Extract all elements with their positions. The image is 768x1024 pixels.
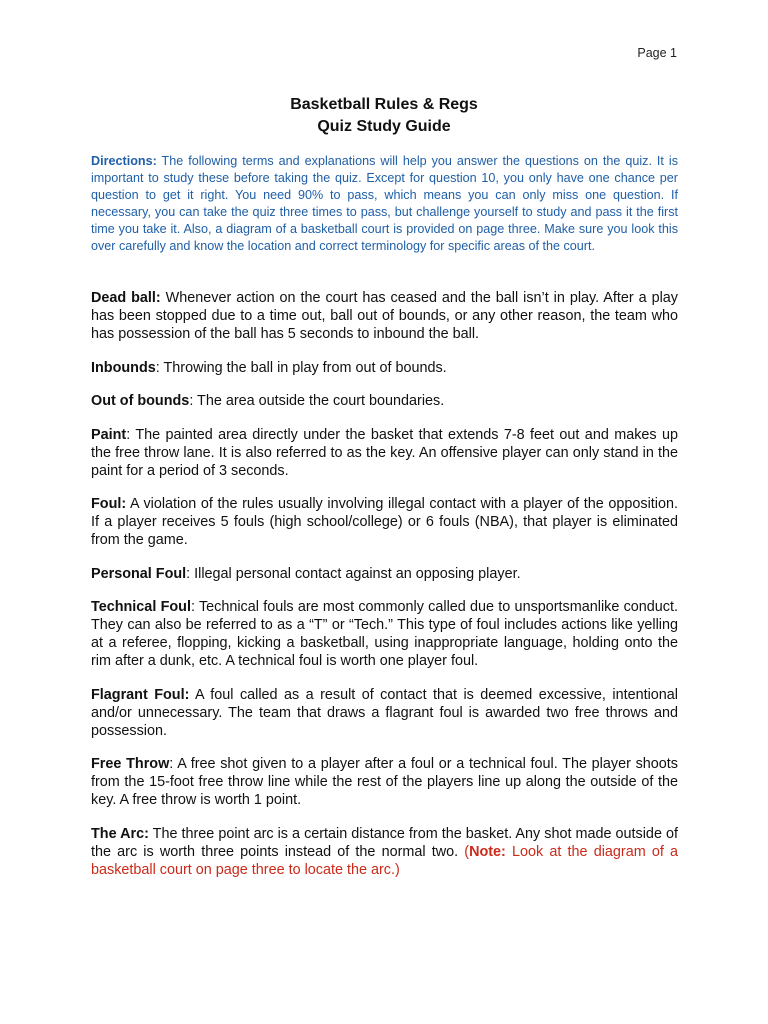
document-title: [0, 94, 768, 138]
term-name: Dead ball:: [91, 290, 161, 306]
page-number: Page 1: [637, 46, 677, 60]
term-definition: Whenever action on the court has ceased and the ball isn’t in play. After a play has been stopped due to a time out, ball out of bounds, or any other reason, the team who has possession of the ball has 5 seconds to inbound the ball.: [91, 290, 678, 342]
term-name: Free Throw: [91, 756, 170, 772]
term-name: Inbounds: [91, 359, 156, 376]
term-definition: : Illegal personal contact against an opposing player.: [186, 565, 521, 582]
directions-text: The following terms and explanations will help you answer the questions on the quiz. It is important to study these before taking the quiz. Except for question 10, you only have one chance per question to get it right. You need 90% to pass, which means you can only miss one question. If necessary, you can take the quiz three times to pass, but challenge yourself to study and pass it the first time you take it. Also, a diagram of a basketball court is provided on page three. Make sure you look this over carefully and know the location and correct terminology for specific areas of the court.: [91, 154, 678, 253]
term-out-of-bounds: [91, 392, 678, 410]
terms-list: [91, 289, 678, 894]
note-text: Look at the diagram of a basketball court on page three to locate the arc.): [91, 843, 678, 878]
term-name: The Arc:: [91, 825, 149, 842]
term-definition: A violation of the rules usually involving illegal contact with a player of the opposition. If a player receives 5 fouls (high school/college) or 6 fouls (NBA), that player is eliminated from the game.: [91, 496, 678, 548]
term-name: Out of bounds: [91, 393, 190, 409]
title-line-main: Basketball Rules & Regs: [290, 96, 478, 113]
term-personal-foul: [91, 565, 678, 583]
term-name: Technical Foul: [91, 599, 191, 615]
term-definition: : A free shot given to a player after a foul or a technical foul. The player shoots from the 15-foot free throw line while the rest of the players line up along the outside of the key. A free throw is worth 1 point.: [91, 756, 678, 808]
term-inbounds: [91, 359, 678, 377]
term-foul: [91, 495, 678, 549]
directions-label: Directions:: [91, 154, 157, 168]
term-dead-ball: [91, 289, 678, 343]
term-definition: : Throwing the ball in play from out of bounds.: [155, 359, 447, 376]
term-free-throw: [91, 755, 678, 809]
term-definition: The three point arc is a certain distance from the basket. Any shot made outside of the arc is worth three points instead of the normal two.: [91, 825, 678, 860]
term-paint: [91, 426, 678, 480]
term-flagrant-foul: [91, 686, 678, 740]
term-definition: A foul called as a result of contact that is deemed excessive, intentional and/or unnecessary. The team that draws a flagrant foul is awarded two free throws and possession.: [91, 686, 678, 739]
term-definition: : Technical fouls are most commonly called due to unsportsmanlike conduct. They can also be referred to as a “T” or “Tech.” This type of foul includes actions like yelling at a referee, flopping, kicking a basketball, using inappropriate language, holding onto the rim after a dunk, etc. A technical foul is worth one player foul.: [91, 599, 678, 669]
term-definition: : The area outside the court boundaries.: [189, 393, 445, 409]
title-line-sub: Quiz Study Guide: [317, 118, 451, 135]
term-technical-foul: [91, 598, 678, 670]
term-name: Personal Foul: [91, 565, 187, 582]
term-name: Foul:: [91, 496, 127, 512]
term-definition: : The painted area directly under the basket that extends 7-8 feet out and makes up the free throw lane. It is also referred to as the key. An offensive player can only stand in the paint for a period of 3 seconds.: [91, 426, 678, 479]
term-name: Paint: [91, 426, 127, 443]
term-the-arc: [91, 825, 678, 879]
note-label: Note:: [469, 843, 506, 860]
term-name: Flagrant Foul:: [91, 686, 190, 703]
directions-paragraph: [91, 153, 678, 255]
note-open-paren: (: [464, 843, 470, 860]
